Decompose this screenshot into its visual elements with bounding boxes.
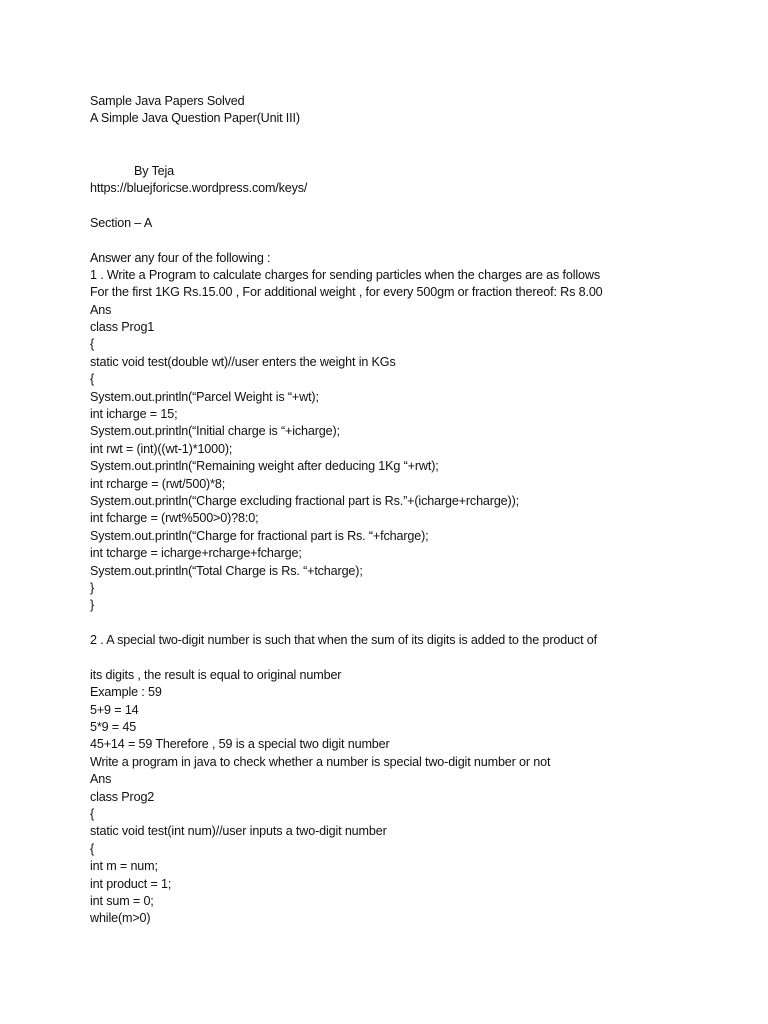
q1-code-line: int tcharge = icharge+rcharge+fcharge; xyxy=(90,546,302,561)
spacer xyxy=(90,232,730,249)
q2-code-line: int m = num; xyxy=(90,859,158,874)
q2-text-line-1: 2 . A special two-digit number is such that when the sum of its digits is added to the product of xyxy=(90,633,597,648)
spacer xyxy=(90,197,730,214)
spacer xyxy=(90,145,730,162)
q1-code-line: } xyxy=(90,598,95,613)
q1-code-line: System.out.println(“Total Charge is Rs. “+tcharge); xyxy=(90,563,363,578)
q1-code-line: System.out.println(“Charge excluding fractional part is Rs.”+(icharge+rcharge)); xyxy=(90,493,519,508)
q1-code-line: class Prog1 xyxy=(90,320,155,335)
q1-code-line: System.out.println(“Parcel Weight is “+wt); xyxy=(90,389,319,404)
spacer xyxy=(90,615,730,632)
q2-code-line: while(m>0) xyxy=(90,911,151,926)
q1-code-line: } xyxy=(90,580,95,595)
q1-code-line: int fcharge = (rwt%500>0)?8:0; xyxy=(90,511,259,526)
q2-calc-line: 5+9 = 14 xyxy=(90,702,139,717)
q1-code-line: int icharge = 15; xyxy=(90,407,178,422)
q2-code-line: { xyxy=(90,841,95,856)
document-subtitle: A Simple Java Question Paper(Unit III) xyxy=(90,111,300,126)
q1-text-line-2: For the first 1KG Rs.15.00 , For additional weight , for every 500gm or fraction thereof: Rs 8.00 xyxy=(90,285,603,300)
q2-calc-line: 5*9 = 45 xyxy=(90,720,137,735)
q2-code-line: class Prog2 xyxy=(90,789,155,804)
q1-code-line: { xyxy=(90,337,95,352)
q1-code-line: { xyxy=(90,372,95,387)
q1-text-line-1: 1 . Write a Program to calculate charges for sending particles when the charges are as follows xyxy=(90,267,600,282)
source-url: https://bluejforicse.wordpress.com/keys/ xyxy=(90,180,308,195)
author-line: By Teja xyxy=(134,163,175,178)
q1-code-line: System.out.println(“Charge for fractional part is Rs. “+fcharge); xyxy=(90,528,429,543)
q1-code-line: static void test(double wt)//user enters the weight in KGs xyxy=(90,354,396,369)
q2-code-line: { xyxy=(90,807,95,822)
spacer xyxy=(90,128,730,145)
section-heading: Section – A xyxy=(90,215,153,230)
q1-code-line: System.out.println(“Remaining weight after deducing 1Kg “+rwt); xyxy=(90,459,439,474)
q1-code-line: int rwt = (int)((wt-1)*1000); xyxy=(90,441,233,456)
q2-task: Write a program in java to check whether a number is special two-digit number or not xyxy=(90,754,551,769)
q1-ans-label: Ans xyxy=(90,302,112,317)
document-body xyxy=(90,93,730,928)
q1-code-line: System.out.println(“Initial charge is “+icharge); xyxy=(90,424,340,439)
document-title: Sample Java Papers Solved xyxy=(90,94,245,108)
q2-code-line: int sum = 0; xyxy=(90,893,154,908)
q2-ans-label: Ans xyxy=(90,772,112,787)
q2-code-line: static void test(int num)//user inputs a two-digit number xyxy=(90,824,387,839)
q1-code-line: int rcharge = (rwt/500)*8; xyxy=(90,476,226,491)
spacer xyxy=(90,650,730,667)
q2-example: Example : 59 xyxy=(90,685,162,700)
q2-text-line-2: its digits , the result is equal to original number xyxy=(90,667,342,682)
q2-calc-line: 45+14 = 59 Therefore , 59 is a special two digit number xyxy=(90,737,390,752)
q2-code-line: int product = 1; xyxy=(90,876,172,891)
instructions: Answer any four of the following : xyxy=(90,250,271,265)
